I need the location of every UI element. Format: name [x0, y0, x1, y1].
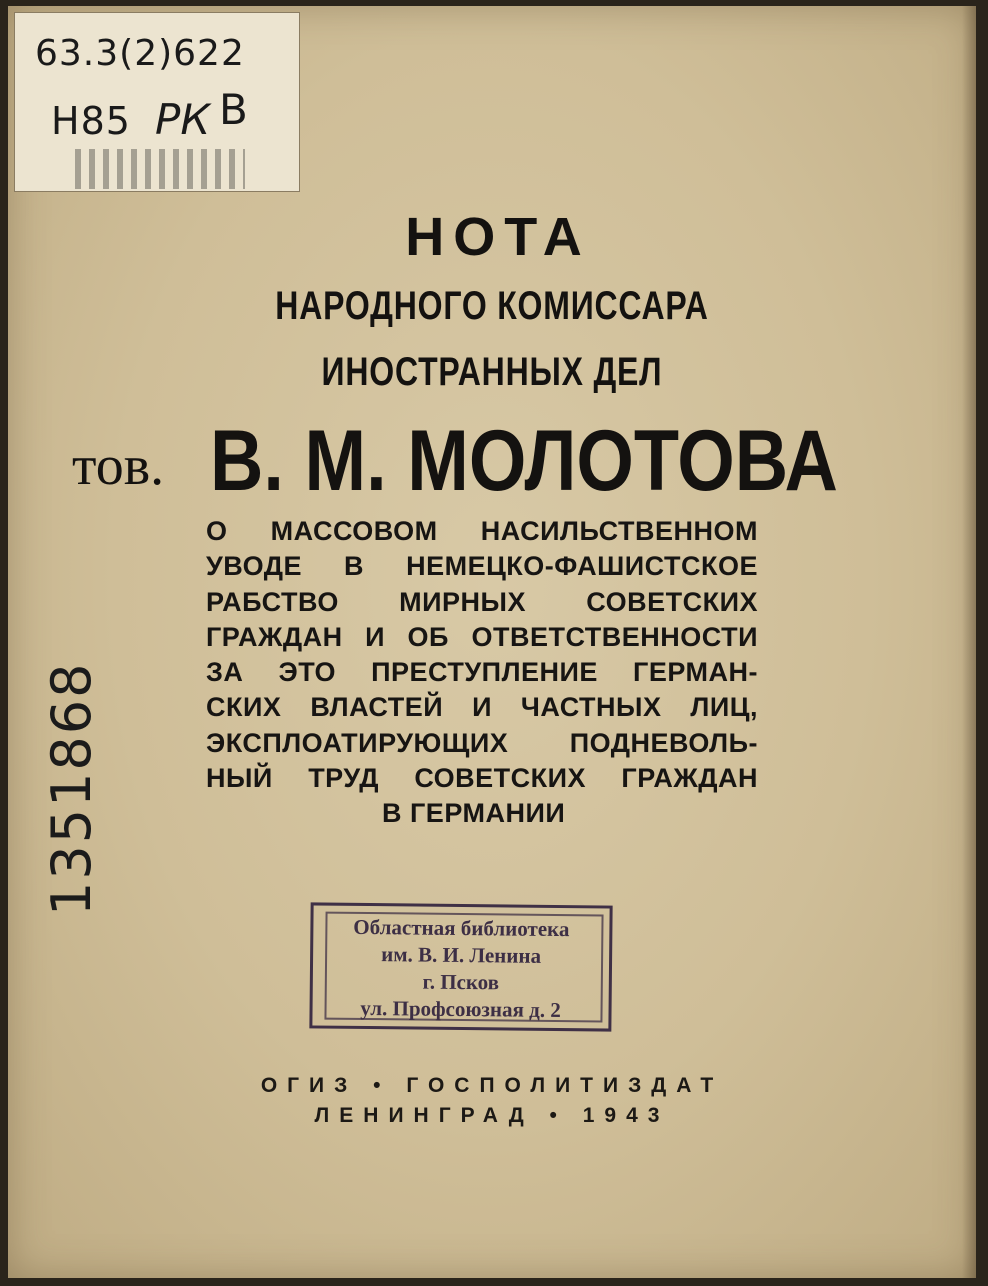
call-number: 63.3(2)622 [35, 33, 245, 74]
title-line-3: ИНОСТРАННЫХ ДЕЛ [321, 350, 663, 394]
stamp-line: им. В. И. Ленина [381, 942, 542, 968]
publisher-line: ОГИЗ • ГОСПОЛИТИЗДАТ [260, 1074, 724, 1097]
stamp-line: г. Псков [422, 969, 500, 995]
subtitle-line: УВОДЕ В НЕМЕЦКО-ФАШИСТСКОЕ [206, 551, 758, 582]
illegible-label-text [75, 149, 245, 189]
title-tov: тов. [72, 435, 165, 497]
stamp-line: ул. Профсоюзная д. 2 [360, 995, 561, 1023]
book-cover [8, 6, 976, 1278]
subtitle-line: СКИХ ВЛАСТЕЙ И ЧАСТНЫХ ЛИЦ, [206, 692, 758, 723]
subtitle [206, 514, 758, 832]
stamp-line: Областная библиотека [353, 914, 570, 942]
author-mark: Н85 [51, 99, 131, 143]
subtitle-line: ГРАЖДАН И ОБ ОТВЕТСТВЕННОСТИ [206, 621, 758, 652]
inventory-number: 1351868 [40, 661, 103, 916]
library-stamp [309, 902, 612, 1031]
collection-mark: РК [155, 95, 211, 144]
subtitle-line: В ГЕРМАНИИ [382, 798, 566, 829]
title-name: В. М. МОЛОТОВА [210, 413, 838, 509]
publisher-city-year: ЛЕНИНГРАД • 1943 [314, 1104, 670, 1127]
title-nota: НОТА [405, 207, 591, 267]
subtitle-line: О МАССОВОМ НАСИЛЬСТВЕННОМ [206, 516, 758, 546]
subtitle-line: НЫЙ ТРУД СОВЕТСКИХ ГРАЖДАН [206, 763, 758, 794]
title-line-2: НАРОДНОГО КОМИССАРА [275, 284, 709, 328]
subtitle-line: ЭКСПЛОАТИРУЮЩИХ ПОДНЕВОЛЬ- [206, 727, 758, 758]
subtitle-line: ЗА ЭТО ПРЕСТУПЛЕНИЕ ГЕРМАН- [206, 657, 758, 688]
subtitle-line: РАБСТВО МИРНЫХ СОВЕТСКИХ [206, 586, 758, 617]
library-call-number-label [14, 12, 300, 192]
shelf-mark: В [219, 85, 248, 134]
